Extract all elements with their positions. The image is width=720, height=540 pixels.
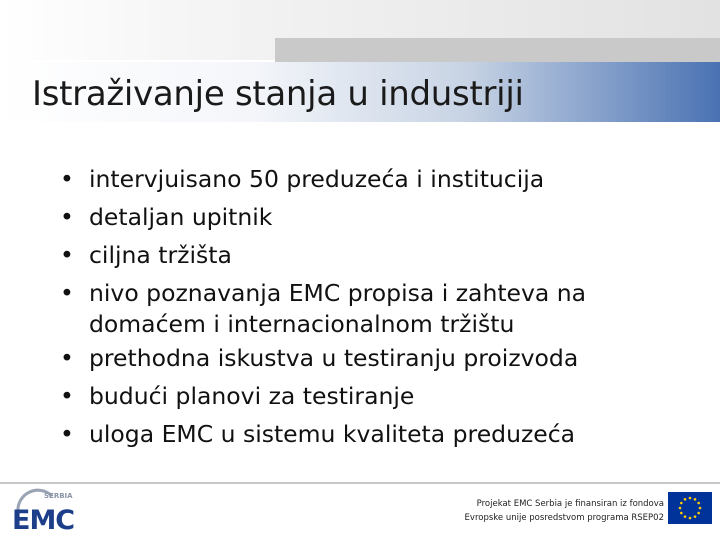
eu-star — [689, 517, 692, 520]
bullet-item — [60, 160, 700, 198]
bullet-item — [60, 274, 700, 339]
bullet-text: detaljan upitnik — [89, 203, 273, 231]
bullet-item — [60, 339, 700, 377]
eu-star — [699, 507, 702, 510]
logo-text: EMC — [12, 505, 75, 532]
bullet-list — [60, 160, 700, 453]
eu-star — [689, 497, 692, 500]
bullet-text-continuation: domaćem i internacionalnom tržištu — [89, 310, 515, 338]
eu-flag-icon — [668, 492, 712, 524]
bullet-item — [60, 415, 700, 453]
bullet-dot: • — [60, 241, 74, 269]
eu-star — [684, 515, 687, 518]
bullet-text: intervjuisano 50 preduzeća i institucija — [89, 165, 545, 193]
bullet-dot: • — [60, 165, 74, 193]
footer-line-1: Projekat EMC Serbia je finansiran iz fondova — [476, 499, 664, 509]
eu-star — [694, 515, 697, 518]
bullet-text: ciljna tržišta — [89, 241, 232, 269]
eu-star — [680, 512, 683, 515]
footer-funding-text — [465, 497, 664, 525]
eu-star — [680, 502, 683, 505]
bullet-dot: • — [60, 279, 74, 307]
eu-star — [684, 498, 687, 501]
footer-divider — [0, 482, 720, 484]
bullet-text: budući planovi za testiranje — [89, 382, 415, 410]
top-gray-bar — [275, 38, 720, 62]
logo-small-text: SERBIA — [44, 492, 73, 500]
eu-star — [697, 512, 700, 515]
bullet-item — [60, 236, 700, 274]
bullet-text: uloga EMC u sistemu kvaliteta preduzeća — [89, 420, 576, 448]
bullet-item — [60, 198, 700, 236]
footer-line-2: Evropske unije posredstvom programa RSEP02 — [464, 513, 664, 523]
eu-star — [679, 507, 682, 510]
eu-star — [697, 502, 700, 505]
bullet-text: nivo poznavanja EMC propisa i zahteva na — [89, 279, 587, 307]
eu-star — [694, 498, 697, 501]
bullet-dot: • — [60, 420, 74, 448]
bullet-dot: • — [60, 203, 74, 231]
bullet-dot: • — [60, 344, 74, 372]
emc-serbia-logo — [8, 488, 92, 532]
bullet-dot: • — [60, 382, 74, 410]
bullet-item — [60, 377, 700, 415]
bullet-text: prethodna iskustva u testiranju proizvoda — [89, 344, 579, 372]
slide-title: Istraživanje stanja u industriji — [32, 74, 524, 114]
